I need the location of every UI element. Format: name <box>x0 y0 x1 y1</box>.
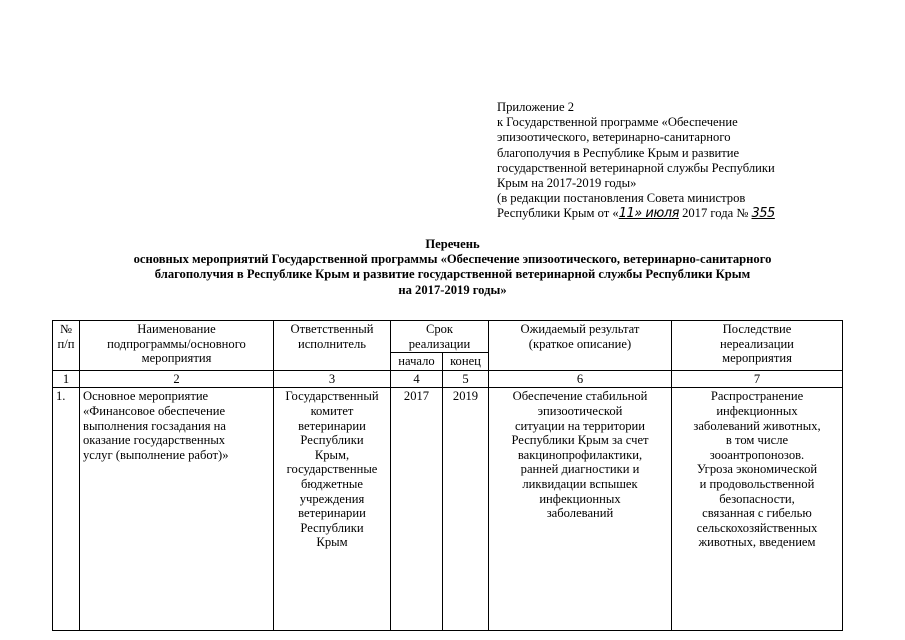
cell-line: государственные <box>286 462 378 477</box>
cell-line: оказание государственных <box>83 433 226 448</box>
header-text: (краткое описание) <box>528 336 632 351</box>
cell-line: заболеваний животных, <box>693 418 821 433</box>
header-text: Последствие <box>722 322 792 336</box>
cell-line: бюджетные <box>300 476 363 491</box>
cell-line: ветеринарии <box>298 506 366 521</box>
appendix-block <box>497 100 857 222</box>
resolution-year: 2017 года № <box>678 206 749 221</box>
header-text: мероприятия <box>722 351 792 366</box>
appendix-line: эпизоотического, ветеринарно-санитарного <box>497 130 731 145</box>
column-number: 4 <box>391 370 443 388</box>
cell-line: Республики <box>300 520 364 535</box>
cell-line: вакцинопрофилактики, <box>517 447 643 462</box>
table-row <box>53 388 843 631</box>
header-end: конец <box>443 353 489 371</box>
row-end: 2019 <box>443 388 489 631</box>
cell-line: инфекционных <box>539 491 621 506</box>
header-text: нереализации <box>720 336 794 351</box>
cell-line: учреждения <box>299 491 365 506</box>
document-title <box>40 237 865 298</box>
cell-line: Угроза экономической <box>696 462 818 477</box>
cell-line: сельскохозяйственных <box>696 520 818 535</box>
header-term <box>391 321 489 353</box>
cell-line: Государственный <box>285 389 379 404</box>
column-number: 3 <box>274 370 391 388</box>
header-name <box>80 321 274 371</box>
column-number: 2 <box>80 370 274 388</box>
header-text: Ответственный <box>290 322 374 336</box>
cell-line: «Финансовое обеспечение <box>83 403 226 418</box>
header-text: исполнитель <box>297 336 367 351</box>
appendix-line: государственной ветеринарной службы Республики <box>497 160 775 175</box>
column-number: 7 <box>672 370 843 388</box>
appendix-line: к Государственной программе «Обеспечение <box>497 115 738 130</box>
header-text: подпрограммы/основного <box>107 336 246 351</box>
appendix-line: (в редакции постановления Совета министров <box>497 191 746 206</box>
cell-line: Обеспечение стабильной <box>512 389 648 404</box>
cell-line: безопасности, <box>719 491 795 506</box>
header-text: реализации <box>408 336 471 351</box>
header-text: п/п <box>57 336 75 351</box>
column-number: 6 <box>489 370 672 388</box>
cell-line: Крым, <box>314 447 350 462</box>
cell-line: Крым <box>316 535 348 550</box>
row-executor <box>274 388 391 631</box>
cell-line: ветеринарии <box>298 418 366 433</box>
cell-line: выполнения госзадания на <box>83 418 226 433</box>
column-number: 5 <box>443 370 489 388</box>
header-num <box>53 321 80 371</box>
activities-table <box>52 320 843 631</box>
header-executor <box>274 321 391 371</box>
header-text: мероприятия <box>141 351 212 366</box>
row-result <box>489 388 672 631</box>
cell-line: заболеваний <box>546 506 614 521</box>
cell-line: Распространение <box>710 389 804 404</box>
cell-line: животных, введением <box>698 535 816 550</box>
cell-line: услуг (выполнение работ)» <box>83 447 229 462</box>
row-start: 2017 <box>391 388 443 631</box>
cell-line: ликвидации вспышек <box>522 476 638 491</box>
title-line: Перечень <box>425 237 480 251</box>
cell-line: эпизоотической <box>537 403 623 418</box>
header-result <box>489 321 672 371</box>
table-header-row <box>53 321 843 353</box>
appendix-line: благополучия в Республике Крым и развитие <box>497 145 740 160</box>
header-consequence <box>672 321 843 371</box>
header-text: Ожидаемый результат <box>520 322 640 336</box>
header-text: Срок <box>425 322 454 336</box>
title-line: на 2017-2019 годы» <box>398 282 507 297</box>
row-consequence <box>672 388 843 631</box>
column-number: 1 <box>53 370 80 388</box>
resolution-prefix: Республики Крым от « <box>497 206 619 221</box>
header-text: № <box>59 322 73 336</box>
cell-line: комитет <box>310 403 354 418</box>
header-text: Наименование <box>137 322 216 336</box>
appendix-line: Крым на 2017-2019 годы» <box>497 176 637 191</box>
cell-line: Основное мероприятие <box>83 389 209 404</box>
cell-line: связанная с гибелью <box>702 506 812 521</box>
cell-line: Республики <box>300 433 364 448</box>
cell-line: зооантропонозов. <box>709 447 805 462</box>
cell-line: Республики Крым за счет <box>511 433 649 448</box>
cell-line: в том числе <box>725 433 789 448</box>
handwritten-number: 355 <box>751 206 775 222</box>
cell-line: и продовольственной <box>699 476 815 491</box>
title-line: благополучия в Республике Крым и развитие государственной ветеринарной службы Республики Крым <box>154 267 751 282</box>
row-name <box>80 388 274 631</box>
handwritten-date: 11» июля <box>618 206 679 222</box>
cell-line: инфекционных <box>716 403 798 418</box>
cell-line: ситуации на территории <box>514 418 646 433</box>
header-start: начало <box>391 353 443 371</box>
title-line: основных мероприятий Государственной программы «Обеспечение эпизоотического, ветеринарно-санитарного <box>133 252 772 267</box>
row-num: 1. <box>53 388 80 631</box>
cell-line: ранней диагностики и <box>520 462 640 477</box>
resolution-date-line <box>497 206 857 221</box>
column-number-row <box>53 370 843 388</box>
appendix-line: Приложение 2 <box>497 100 575 114</box>
